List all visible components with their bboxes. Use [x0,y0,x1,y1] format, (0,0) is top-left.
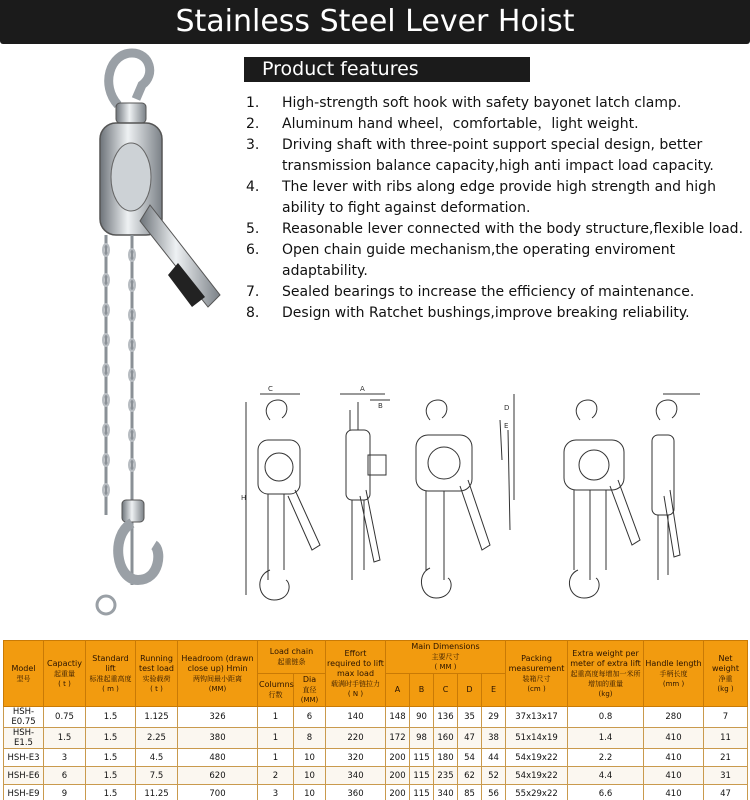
table-cell: 10 [294,767,326,785]
table-cell: 280 [644,707,704,728]
table-cell: 44 [482,749,506,767]
table-cell: 62 [458,767,482,785]
table-cell: 1 [258,707,294,728]
feature-item [246,240,746,282]
header-headroom: Headroom (drawn close up) Hmin 两钩间最小距离 (MM) [178,641,258,707]
table-cell: 7.5 [136,767,178,785]
table-cell: 200 [386,785,410,800]
table-cell: 2 [258,767,294,785]
table-cell: 340 [326,767,386,785]
feature-item [246,177,746,219]
feature-number: 1. [246,95,260,111]
table-cell: 1.5 [86,767,136,785]
table-cell: 85 [458,785,482,800]
table-cell: HSH-E6 [4,767,44,785]
dimension-label-b: B [378,402,383,410]
table-cell: 148 [386,707,410,728]
table-cell: 235 [434,767,458,785]
table-cell: 51x14x19 [506,728,568,749]
table-cell: 115 [410,767,434,785]
feature-item [246,114,746,135]
table-cell: 360 [326,785,386,800]
table-cell: 54 [458,749,482,767]
table-cell: 10 [294,749,326,767]
table-cell: 47 [704,785,748,800]
table-cell: 52 [482,767,506,785]
table-cell: 410 [644,785,704,800]
table-cell: 3 [44,749,86,767]
table-cell: 380 [178,728,258,749]
table-cell: 140 [326,707,386,728]
table-cell: 136 [434,707,458,728]
table-cell: HSH-E0.75 [4,707,44,728]
feature-item [246,93,746,114]
table-cell: 700 [178,785,258,800]
feature-number: 4. [246,179,260,195]
table-cell: 29 [482,707,506,728]
table-cell: 320 [326,749,386,767]
table-cell: 0.75 [44,707,86,728]
dimension-label-c: C [268,385,273,393]
table-cell: 21 [704,749,748,767]
table-cell: 1.5 [44,728,86,749]
features-heading: Product features [244,57,530,82]
specifications-table [3,640,748,800]
header-handle-length: Handle length 手柄长度 (mm ) [644,641,704,707]
table-row [4,749,748,767]
table-cell: 47 [458,728,482,749]
feature-number: 5. [246,221,260,237]
header-dia: Dia 直径 (MM) [294,674,326,707]
feature-text: High-strength soft hook with safety bayonet latch clamp. [282,95,682,111]
table-cell: 410 [644,767,704,785]
table-cell: 115 [410,749,434,767]
technical-drawings [240,380,740,605]
table-cell: 35 [458,707,482,728]
page-title: Stainless Steel Lever Hoist [0,0,750,44]
feature-number: 6. [246,242,260,258]
table-cell: 200 [386,767,410,785]
table-cell: 98 [410,728,434,749]
header-dim-c: C [434,674,458,707]
table-cell: HSH-E9 [4,785,44,800]
table-cell: 11.25 [136,785,178,800]
feature-text: Design with Ratchet bushings,improve breaking reliability. [282,305,690,321]
table-header-row [4,641,748,674]
lever-hoist-photo [70,45,245,630]
header-dim-e: E [482,674,506,707]
table-cell: 6 [44,767,86,785]
table-cell: 54x19x22 [506,749,568,767]
table-row [4,707,748,728]
feature-text: Sealed bearings to increase the efficiency of maintenance. [282,284,695,300]
table-cell: 1.5 [86,728,136,749]
header-dim-d: D [458,674,482,707]
table-cell: HSH-E1.5 [4,728,44,749]
header-extra-weight: Extra weight per meter of extra lift 起重高度每增加一米所增加的重量 (kg) [568,641,644,707]
table-cell: 90 [410,707,434,728]
header-packing: Packing measurement 装箱尺寸 (cm ) [506,641,568,707]
table-cell: 38 [482,728,506,749]
header-columns: Columns 行数 [258,674,294,707]
dimension-label-e: E [504,422,509,430]
table-cell: 4.5 [136,749,178,767]
table-cell: 11 [704,728,748,749]
table-cell: 2.2 [568,749,644,767]
feature-text: Open chain guide mechanism,the operating enviroment adaptability. [282,242,676,279]
table-cell: 172 [386,728,410,749]
feature-text: Reasonable lever connected with the body structure,flexible load. [282,221,744,237]
table-cell: 620 [178,767,258,785]
table-cell: 4.4 [568,767,644,785]
table-cell: 220 [326,728,386,749]
table-cell: 1.5 [86,749,136,767]
header-lift: Standard lift 标准起重高度 ( m ) [86,641,136,707]
table-cell: 55x29x22 [506,785,568,800]
header-net-weight: Net weight 净重 (kg ) [704,641,748,707]
table-cell: 200 [386,749,410,767]
table-cell: 6 [294,707,326,728]
table-cell: 1.5 [86,785,136,800]
features-list [246,93,746,324]
feature-item [246,135,746,177]
table-cell: 1.5 [86,707,136,728]
header-model: Model 型号 [4,641,44,707]
table-cell: 9 [44,785,86,800]
feature-number: 8. [246,305,260,321]
table-cell: 480 [178,749,258,767]
table-row [4,728,748,749]
table-cell: 1 [258,749,294,767]
feature-text: The lever with ribs along edge provide high strength and high ability to fight against deformation. [282,179,716,216]
table-cell: 8 [294,728,326,749]
table-cell: 54x19x22 [506,767,568,785]
table-cell: HSH-E3 [4,749,44,767]
table-cell: 3 [258,785,294,800]
dimension-label-a: A [360,385,365,393]
header-dim-b: B [410,674,434,707]
feature-number: 2. [246,116,260,132]
header-effort: Effort required to lift max load 载满时手链拉力 ( N ) [326,641,386,707]
table-cell: 31 [704,767,748,785]
table-cell: 115 [410,785,434,800]
table-cell: 0.8 [568,707,644,728]
table-cell: 1.125 [136,707,178,728]
feature-text: Driving shaft with three-point support special design, better transmission balance capacity,high anti impact load capacity. [282,137,714,174]
table-cell: 7 [704,707,748,728]
dimension-label-d: D [504,404,510,412]
table-cell: 1.4 [568,728,644,749]
table-cell: 340 [434,785,458,800]
feature-number: 7. [246,284,260,300]
header-load-chain: Load chain 起重链条 [258,641,326,674]
table-cell: 326 [178,707,258,728]
table-cell: 56 [482,785,506,800]
table-cell: 1 [258,728,294,749]
dimension-label-h: H [241,494,247,502]
header-dim-a: A [386,674,410,707]
table-cell: 410 [644,728,704,749]
table-cell: 37x13x17 [506,707,568,728]
header-test-load: Running test load 实验载荷 ( t ) [136,641,178,707]
table-cell: 180 [434,749,458,767]
feature-item [246,219,746,240]
feature-item [246,282,746,303]
table-row [4,767,748,785]
header-main-dimensions: Main Dimensions 主要尺寸 ( MM ) [386,641,506,674]
header-capacity: Capactiy 起重量 ( t ) [44,641,86,707]
feature-item [246,303,746,324]
table-cell: 410 [644,749,704,767]
table-cell: 10 [294,785,326,800]
table-body [4,707,748,800]
table-cell: 160 [434,728,458,749]
feature-text: Aluminum hand wheel，comfortable，light weight. [282,116,639,132]
feature-number: 3. [246,137,260,153]
table-row [4,785,748,800]
table-cell: 2.25 [136,728,178,749]
table-cell: 6.6 [568,785,644,800]
